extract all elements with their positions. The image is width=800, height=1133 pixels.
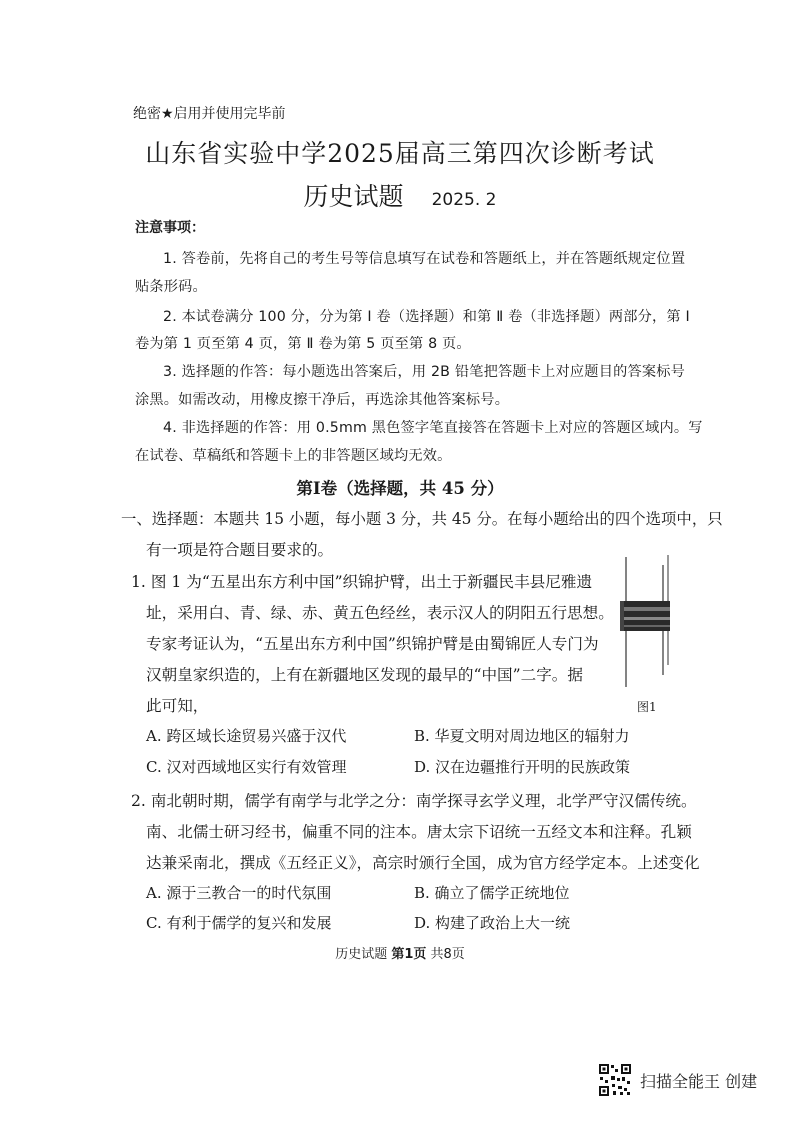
q1-option-c: C. 汉对西域地区实行有效管理	[146, 758, 347, 776]
question-1-line: 专家考证认为，“五星出东方利中国”织锦护臂是由蜀锦匠人专门为	[146, 635, 599, 653]
notice-line: 2. 本试卷满分 100 分，分为第 Ⅰ 卷（选择题）和第 Ⅱ 卷（非选择题）两部分，第 Ⅰ	[163, 309, 690, 325]
footer-subject: 历史试题	[335, 947, 388, 962]
q2-option-c: C. 有利于儒学的复兴和发展	[146, 914, 332, 932]
q1-option-b: B. 华夏文明对周边地区的辐射力	[414, 727, 630, 745]
armguard-figure	[618, 555, 678, 690]
exam-title: 山东省实验中学2025届高三第四次诊断考试	[145, 139, 655, 168]
armguard-illustration	[618, 555, 678, 690]
scanner-watermark-text: 扫描全能王 创建	[640, 1071, 758, 1091]
notice-line: 在试卷、草稿纸和答题卡上的非答题区域均无效。	[135, 448, 452, 464]
question-1-line: 汉朝皇家织造的，上有在新疆地区发现的最早的“中国”二字。据	[146, 666, 583, 684]
notice-line: 1. 答卷前，先将自己的考生号等信息填写在试卷和答题纸上，并在答题纸规定位置	[163, 251, 686, 267]
exam-date: 2025. 2	[431, 190, 497, 210]
q2-option-d: D. 构建了政治上大一统	[414, 914, 571, 932]
section-instruction: 有一项是符合题目要求的。	[146, 541, 334, 559]
q1-option-d: D. 汉在边疆推行开明的民族政策	[414, 758, 631, 776]
question-2-line: 2. 南北朝时期，儒学有南学与北学之分：南学探寻玄学义理，北学严守汉儒传统。	[131, 792, 697, 810]
figure-1-label: 图1	[637, 700, 657, 714]
section-title: 第Ⅰ卷（选择题，共 45 分）	[296, 479, 504, 498]
subject-name: 历史试题	[303, 182, 404, 211]
scanner-watermark	[598, 1063, 757, 1097]
q2-option-b: B. 确立了儒学正统地位	[414, 884, 570, 902]
qr-code-icon	[598, 1063, 632, 1097]
subject-title	[0, 177, 800, 213]
footer-page: 第1页	[391, 947, 427, 962]
notice-line: 卷为第 1 页至第 4 页，第 Ⅱ 卷为第 5 页至第 8 页。	[135, 336, 471, 352]
notice-line: 涂黑。如需改动，用橡皮擦干净后，再选涂其他答案标号。	[135, 392, 510, 408]
question-1-line: 址，采用白、青、绿、赤、黄五色经丝，表示汉人的阴阳五行思想。	[146, 604, 614, 622]
confidential-label: 绝密★启用并使用完毕前	[133, 106, 286, 122]
notice-line: 3. 选择题的作答：每小题选出答案后，用 2B 铅笔把答题卡上对应题目的答案标号	[163, 364, 686, 380]
question-1-line: 此可知，	[146, 697, 209, 715]
notice-line: 贴条形码。	[135, 279, 207, 295]
question-2-line: 南、北儒士研习经书，偏重不同的注本。唐太宗下诏统一五经文本和注释。孔颖	[146, 823, 692, 841]
notice-heading: 注意事项：	[135, 220, 205, 236]
notice-line: 4. 非选择题的作答：用 0.5mm 黑色签字笔直接答在答题卡上对应的答题区域内。写	[163, 420, 703, 436]
q1-option-a: A. 跨区域长途贸易兴盛于汉代	[146, 727, 347, 745]
footer-total: 共8页	[430, 947, 465, 962]
q2-option-a: A. 源于三教合一的时代氛围	[146, 884, 332, 902]
question-2-line: 达兼采南北，撰成《五经正义》，高宗时颁行全国，成为官方经学定本。上述变化	[146, 854, 700, 872]
question-1-line: 1. 图 1 为“五星出东方利中国”织锦护臂，出土于新疆民丰县尼雅遗	[131, 573, 593, 591]
section-instruction: 一、选择题：本题共 15 小题，每小题 3 分，共 45 分。在每小题给出的四个选项中，只	[121, 510, 723, 528]
page-footer	[0, 943, 800, 962]
